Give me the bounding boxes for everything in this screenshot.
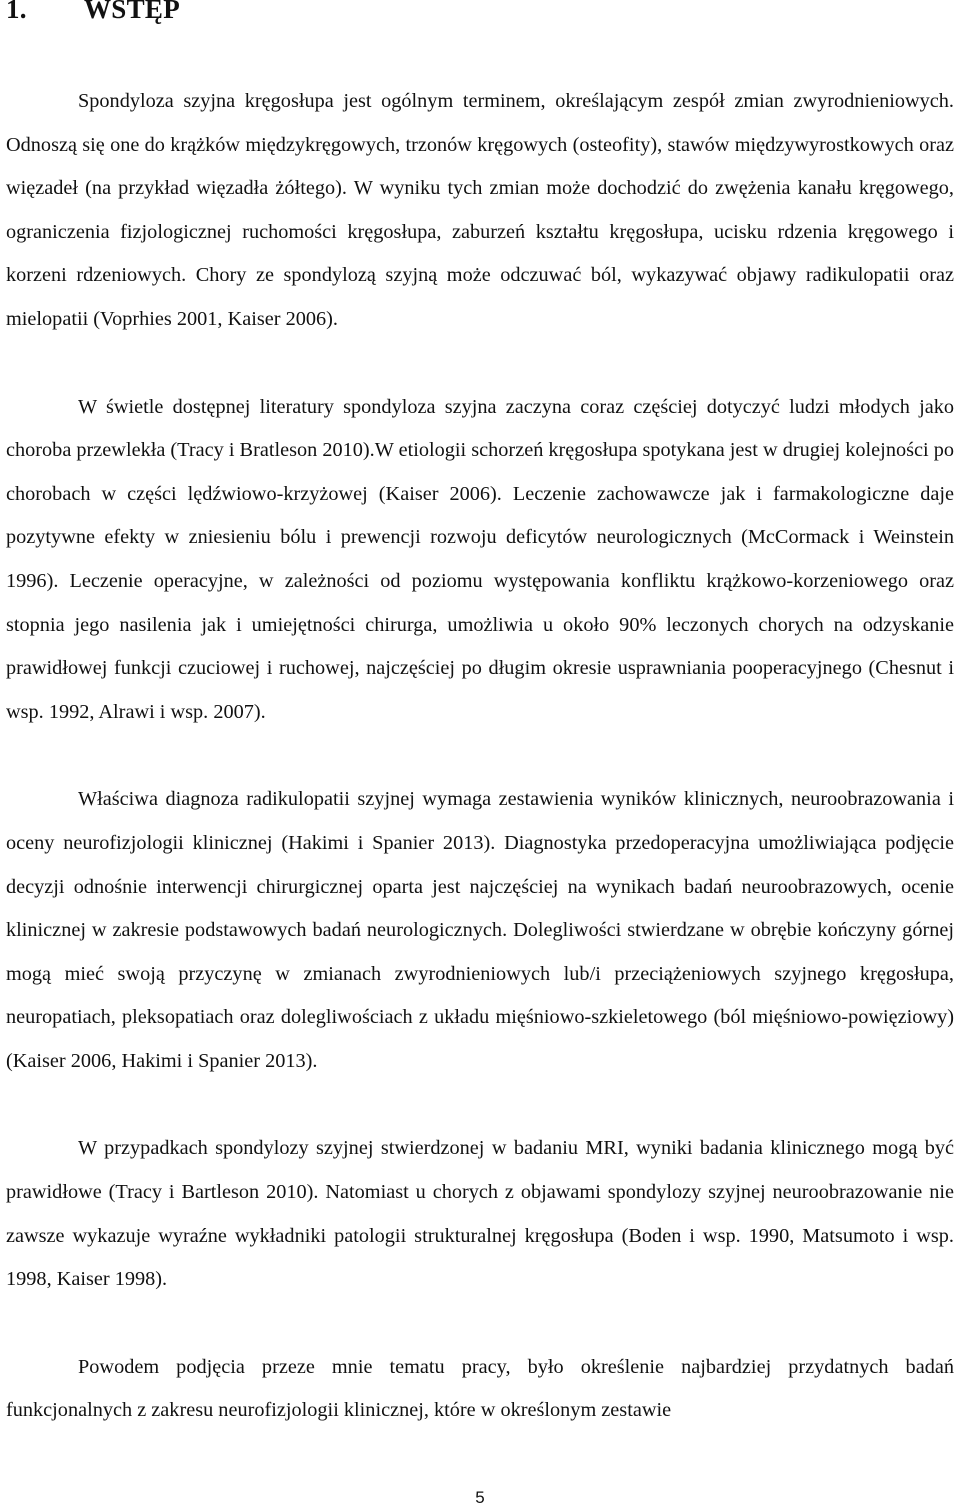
chapter-title: WSTĘP [84, 0, 181, 24]
paragraph-1: Spondyloza szyjna kręgosłupa jest ogólnym terminem, określającym zespół zmian zwyrodnieniowych. Odnoszą się one do krążków międzykręgowych, trzonów kręgowych (osteofity), stawów międzywyrostkowych oraz więzadeł (na przykład więzadła żółtego). W wyniku tych zmian może dochodzić do zwężenia kanału kręgowego, ograniczenia fizjologicznej ruchomości kręgosłupa, zaburzeń kształtu kręgosłupa, ucisku rdzenia kręgowego i korzeni rdzeniowych. Chory ze spondylozą szyjną może odczuwać ból, wykazywać objawy radikulopatii oraz mielopatii (Voprhies 2001, Kaiser 2006). [6, 90, 954, 330]
chapter-number: 1. [6, 0, 27, 24]
paragraph-3: Właściwa diagnoza radikulopatii szyjnej wymaga zestawienia wyników klinicznych, neuroobrazowania i oceny neurofizjologii klinicznej (Hakimi i Spanier 2013). Diagnostyka przedoperacyjna umożliwiająca podjęcie decyzji odnośnie interwencji chirurgicznej oparta jest najczęściej na wynikach badań neuroobrazowych, ocenie klinicznej w zakresie podstawowych badań neurologicznych. Dolegliwości stwierdzane w obrębie kończyny górnej mogą mieć swoją przyczynę w zmianach zwyrodnieniowych lub/i przeciążeniowych szyjnego kręgosłupa, neuropatiach, pleksopatiach oraz dolegliwościach z układu mięśniowo-szkieletowego (ból mięśniowo-powięziowy) (Kaiser 2006, Hakimi i Spanier 2013). [6, 788, 954, 1072]
page-number: 5 [475, 1488, 485, 1507]
chapter-heading [6, 0, 180, 25]
paragraph-2: W świetle dostępnej literatury spondyloza szyjna zaczyna coraz częściej dotyczyć ludzi młodych jako choroba przewlekła (Tracy i Bratleson 2010).W etiologii schorzeń kręgosłupa spotykana jest w drugiej kolejności po chorobach w części lędźwiowo-krzyżowej (Kaiser 2006). Leczenie zachowawcze jak i farmakologiczne daje pozytywne efekty w zniesieniu bólu i prewencji rozwoju deficytów neurologicznych (McCormack i Weinstein 1996). Leczenie operacyjne, w zależności od poziomu występowania konfliktu krążkowo-korzeniowego oraz stopnia jego nasilenia jak i umiejętności chirurga, umożliwia u około 90% leczonych chorych na odzyskanie prawidłowej funkcji czuciowej i ruchowej, najczęściej po długim okresie usprawniania pooperacyjnego (Chesnut i wsp. 1992, Alrawi i wsp. 2007). [6, 395, 954, 723]
body-text [6, 80, 954, 1477]
paragraph-4: W przypadkach spondylozy szyjnej stwierdzonej w badaniu MRI, wyniki badania klinicznego mogą być prawidłowe (Tracy i Bartleson 2010). Natomiast u chorych z objawami spondylozy szyjnej neuroobrazowanie nie zawsze wykazuje wyraźne wykładniki patologii strukturalnej kręgosłupa (Boden i wsp. 1990, Matsumoto i wsp. 1998, Kaiser 1998). [6, 1137, 954, 1291]
paragraph-5: Powodem podjęcia przeze mnie tematu pracy, było określenie najbardziej przydatnych badań funkcjonalnych z zakresu neurofizjologii klinicznej, które w określonym zestawie [6, 1355, 954, 1422]
